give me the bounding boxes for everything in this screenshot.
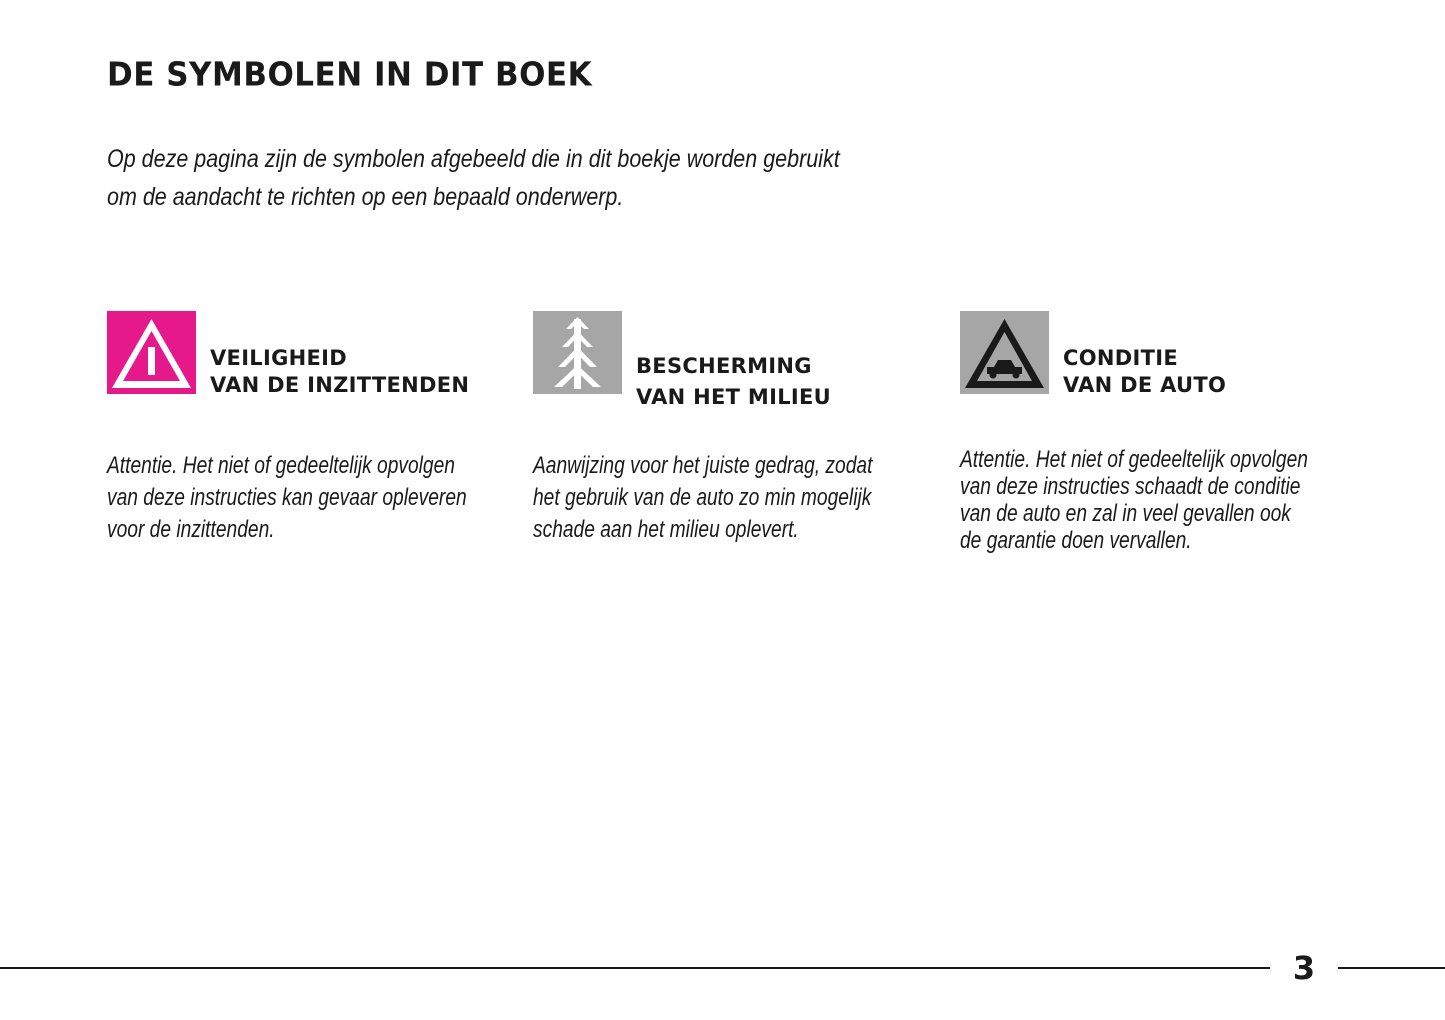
symbol-text-line: van deze instructies kan gevaar opleveren	[107, 484, 467, 511]
footer-rule-right	[1338, 967, 1445, 969]
warning-triangle-icon	[107, 311, 196, 394]
page-number: 3	[1292, 949, 1316, 987]
symbol-text-line: van deze instructies schaadt de conditie	[960, 473, 1301, 500]
symbol-description	[960, 446, 1395, 554]
symbol-title-line: CONDITIE	[1063, 346, 1178, 370]
car-warning-triangle-icon	[960, 311, 1049, 394]
symbol-title	[1063, 345, 1226, 399]
symbol-text-line: Aanwijzing voor het juiste gedrag, zodat	[533, 452, 873, 479]
symbol-description	[533, 450, 957, 546]
symbol-text-line: van de auto en zal in veel gevallen ook	[960, 500, 1291, 527]
symbol-text-line: de garantie doen vervallen.	[960, 527, 1192, 554]
footer-rule-left	[0, 967, 1270, 969]
symbol-description	[107, 450, 557, 546]
symbol-title-line: VAN DE INZITTENDEN	[210, 373, 470, 397]
symbol-title-line: VAN DE AUTO	[1063, 373, 1227, 397]
symbol-text-line: Attentie. Het niet of gedeeltelijk opvolgen	[960, 446, 1308, 473]
symbol-text-line: schade aan het milieu oplevert.	[533, 516, 799, 543]
symbol-text-line: het gebruik van de auto zo min mogelijk	[533, 484, 872, 511]
symbol-text-line: voor de inzittenden.	[107, 516, 275, 543]
symbol-title	[210, 345, 469, 399]
intro-text	[107, 140, 867, 216]
symbol-title-line: BESCHERMING	[636, 354, 812, 378]
symbol-title	[636, 351, 831, 413]
intro-line: Op deze pagina zijn de symbolen afgebeeld die in dit boekje worden gebruikt	[107, 145, 840, 173]
symbol-title-line: VAN HET MILIEU	[636, 385, 832, 409]
symbol-text-line: Attentie. Het niet of gedeeltelijk opvolgen	[107, 452, 455, 479]
page-title: DE SYMBOLEN IN DIT BOEK	[107, 56, 593, 94]
intro-line: om de aandacht te richten op een bepaald onderwerp.	[107, 183, 624, 211]
symbol-title-line: VEILIGHEID	[210, 346, 348, 370]
tree-icon	[533, 311, 622, 394]
